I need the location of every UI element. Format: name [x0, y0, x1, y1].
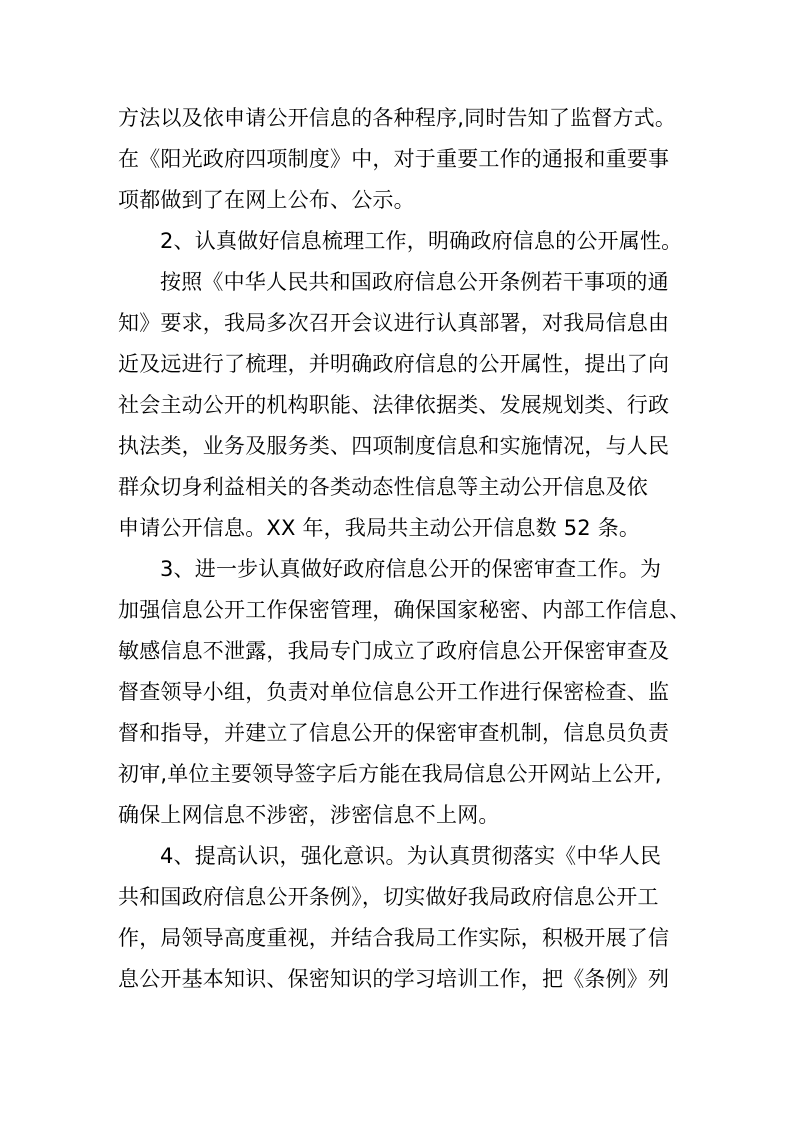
- heading-line: 3、进一步认真做好政府信息公开的保密审查工作。为: [160, 557, 662, 581]
- text-line: 知》要求，我局多次召开会议进行认真部署，对我局信息由: [118, 311, 670, 335]
- heading-line: 2、认真做好信息梳理工作，明确政府信息的公开属性。: [160, 229, 683, 253]
- text-line: 项都做到了在网上公布、公示。: [118, 188, 415, 212]
- heading-line: 4、提高认识，强化意识。为认真贯彻落实《中华人民: [160, 844, 662, 868]
- text-line: 督查领导小组，负责对单位信息公开工作进行保密检查、监: [118, 680, 670, 704]
- text-line: 确保上网信息不涉密，涉密信息不上网。: [118, 803, 500, 827]
- text-line: 近及远进行了梳理，并明确政府信息的公开属性，提出了向: [118, 352, 670, 376]
- text-line: 按照《中华人民共和国政府信息公开条例若干事项的通: [160, 270, 669, 294]
- text-line: 申请公开信息。XX 年，我局共主动公开信息数 52 条。: [118, 516, 641, 540]
- text-line: 初审,单位主要领导签字后方能在我局信息公开网站上公开,: [118, 762, 662, 786]
- text-line: 督和指导，并建立了信息公开的保密审查机制，信息员负责: [118, 721, 670, 745]
- text-line: 社会主动公开的机构职能、法律依据类、发展规划类、行政: [118, 393, 670, 417]
- text-line: 息公开基本知识、保密知识的学习培训工作，把《条例》列: [118, 967, 670, 991]
- text-line: 共和国政府信息公开条例》，切实做好我局政府信息公开工: [118, 885, 659, 909]
- text-line: 执法类，业务及服务类、四项制度信息和实施情况，与人民: [118, 434, 670, 458]
- text-line: 加强信息公开工作保密管理，确保国家秘密、内部工作信息、: [118, 598, 691, 622]
- text-line: 方法以及依申请公开信息的各种程序,同时告知了监督方式。: [118, 106, 677, 130]
- text-line: 敏感信息不泄露，我局专门成立了政府信息公开保密审查及: [118, 639, 670, 663]
- text-line: 在《阳光政府四项制度》中，对于重要工作的通报和重要事: [118, 147, 670, 171]
- text-line: 作，局领导高度重视，并结合我局工作实际，积极开展了信: [118, 926, 670, 950]
- text-line: 群众切身利益相关的各类动态性信息等主动公开信息及依: [118, 475, 648, 499]
